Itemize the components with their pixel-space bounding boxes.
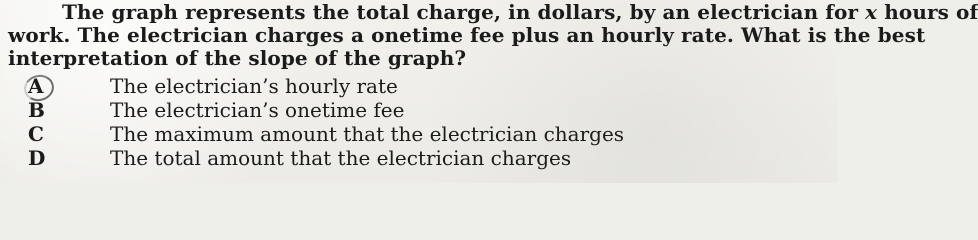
- choice-d[interactable]: [28, 146, 788, 170]
- question-line-1-prefix: The graph represents the total charge, in dollars, by an electrician for: [62, 0, 866, 24]
- question-text: [8, 0, 978, 70]
- choice-d-letter: D: [28, 146, 46, 170]
- choice-a-text: The electrician’s hourly rate: [110, 74, 398, 98]
- question-line-2: work. The electrician charges a onetime fee plus an hourly rate. What is the best: [8, 23, 926, 47]
- question-line-1-suffix: hours of: [877, 0, 978, 24]
- choice-c[interactable]: [28, 122, 788, 146]
- choice-a-letter: [28, 74, 110, 98]
- choice-a-letter-text: A: [28, 74, 44, 98]
- question-line-1: [8, 0, 978, 24]
- choice-d-text: The total amount that the electrician charges: [110, 146, 572, 170]
- choice-b-letter: B: [28, 98, 45, 122]
- question-line-3: interpretation of the slope of the graph?: [8, 46, 467, 70]
- choice-b[interactable]: [28, 98, 788, 122]
- answer-choices: [28, 74, 788, 170]
- choice-c-text: The maximum amount that the electrician charges: [110, 122, 625, 146]
- choice-b-text: The electrician’s onetime fee: [110, 98, 405, 122]
- choice-a[interactable]: [28, 74, 788, 98]
- question-variable-x: x: [865, 0, 878, 24]
- choice-c-letter: C: [28, 122, 44, 146]
